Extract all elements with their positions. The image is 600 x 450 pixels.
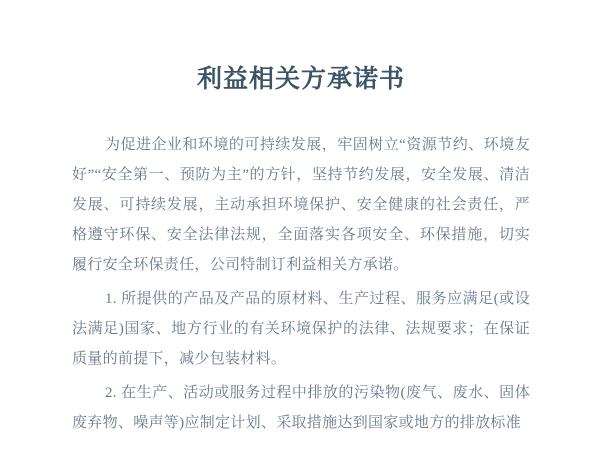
document-body (72, 130, 530, 438)
commitment-item-2: 2. 在生产、活动或服务过程中排放的污染物(废气、废水、固体废弃物、噪声等)应制定计划、采取措施达到国家或地方的排放标准 (72, 385, 530, 431)
document-title: 利益相关方承诺书 (196, 65, 405, 93)
intro-paragraph: 为促进企业和环境的可持续发展，牢固树立“资源节约、环境友好”“安全第一、预防为主”的方针，坚持节约发展，安全发展、清洁发展、可持续发展，主动承担环境保护、安全健康的社会责任，严格遵守环保、安全法律法规，全面落实各项安全、环保措施，切实履行安全环保责任，公司特制订利益相关方承诺。 (72, 137, 530, 273)
commitment-item-1: 1. 所提供的产品及产品的原材料、生产过程、服务应满足(或设法满足)国家、地方行业的有关环境保护的法律、法规要求；在保证质量的前提下，减少包装材料。 (72, 291, 530, 367)
